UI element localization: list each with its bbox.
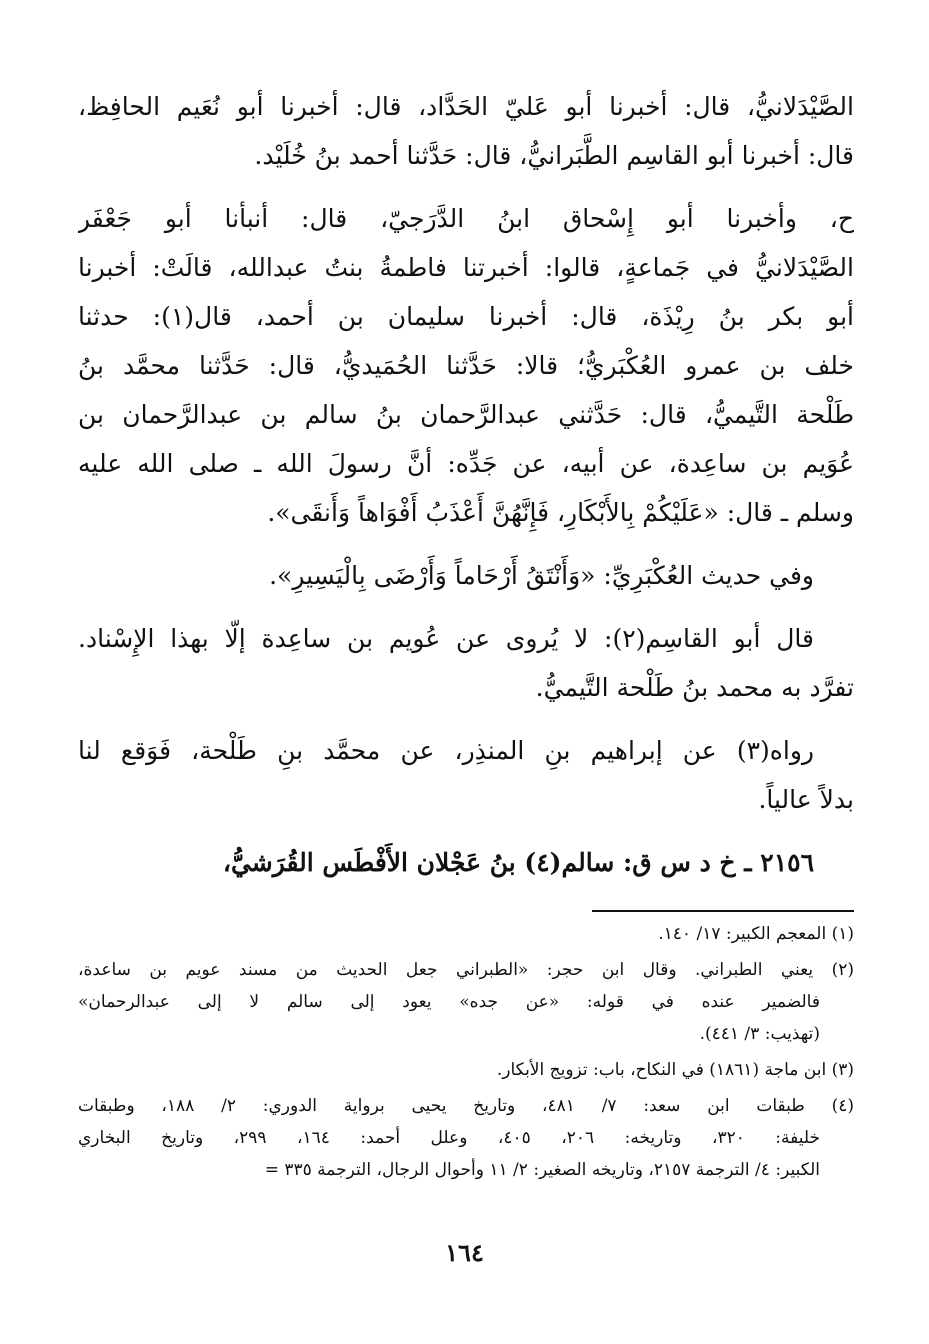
footnote [78, 1090, 854, 1186]
footnote [78, 918, 854, 950]
footnote-line: (٤) طبقات ابن سعد: ٧/ ٤٨١، وتاريخ يحيى برواية الدوري: ٢/ ١٨٨، وطبقات [78, 1096, 854, 1116]
paragraph [78, 194, 854, 537]
entry-heading [78, 838, 854, 887]
text-line: أبو بكر بنُ رِيْذَة، قال: أخبرنا سليمان بن أحمد، قال(١): حدثنا [78, 302, 854, 331]
text-line: وسلم ـ قال: «عَلَيْكُمْ بِالأَبْكَارِ، فَإِنَّهُنَّ أَعْذَبُ أَفْوَاهاً وَأَنقَى». [267, 498, 854, 527]
page-number: ١٦٤ [445, 1238, 484, 1267]
footnote-line: (تهذيب: ٣/ ٤٤١). [699, 1024, 820, 1044]
text-line: خلف بن عمرو العُكْبَريُّ؛ قالا: حَدَّثنا الحُمَيديُّ، قال: حَدَّثنا محمَّد بنُ [78, 351, 854, 380]
text-line: ٢١٥٦ ـ خ د س ق: سالم(٤) بنُ عَجْلان الأَفْطَس القُرَشيُّ، [222, 848, 814, 877]
footnote-line: (٣) ابن ماجة (١٨٦١) في النكاح، باب: تزويج الأبكار. [496, 1060, 854, 1080]
text-line: الصَّيْدَلانيُّ في جَماعةٍ، قالوا: أخبرتنا فاطمةُ بنتُ عبدالله، قالَتْ: أخبرنا [78, 253, 854, 282]
text-line: طَلْحة التَّيميُّ، قال: حَدَّثني عبدالرَّحمان بنُ سالم بن عبدالرَّحمان بن [78, 400, 854, 429]
text-line: عُوَيم بن ساعِدة، عن أبيه، عن جَدِّه: أنَّ رسولَ الله ـ صلى الله عليه [78, 449, 854, 478]
text-line: قال: أخبرنا أبو القاسِم الطَّبَرانيُّ، قال: حَدَّثنا أحمد بنُ خُلَيْد. [254, 141, 854, 170]
footnote-line: فالضمير عنده في قوله: «عن جده» يعود إلى سالم لا إلى عبدالرحمان» [78, 992, 820, 1012]
paragraph [78, 551, 854, 600]
main-text [78, 82, 854, 901]
text-line: رواه(٣) عن إبراهيم بنِ المنذِر، عن محمَّد بنِ طَلْحة، فَوَقع لنا [78, 736, 814, 765]
text-line: الصَّيْدَلانيُّ، قال: أخبرنا أبو عَليّ الحَدَّاد، قال: أخبرنا أبو نُعَيم الحافِظ، [78, 92, 854, 121]
footnote-line: الكبير: ٤/ الترجمة ٢١٥٧، وتاريخه الصغير: ٢/ ١١ وأحوال الرجال، الترجمة ٣٣٥ = [264, 1160, 820, 1180]
footnote-line: (٢) يعني الطبراني. وقال ابن حجر: «الطبراني جعل الحديث من مسند عويم بن ساعدة، [78, 960, 854, 980]
text-line: ح، وأخبرنا أبو إِسْحاق ابنُ الدَّرَجيّ، قال: أنبأنا أبو جَعْفَر [78, 204, 854, 233]
footnote [78, 954, 854, 1050]
footnote-divider [592, 910, 854, 912]
paragraph [78, 82, 854, 180]
footnote-line: خليفة: ٣٢٠، وتاريخه: ٢٠٦، ٤٠٥، وعلل أحمد: ١٦٤، ٢٩٩، وتاريخ البخاري [78, 1128, 821, 1148]
text-line: قال أبو القاسِم(٢): لا يُروى عن عُويم بن ساعِدة إلّا بهذا الإِسْناد. [78, 624, 814, 653]
text-line: وفي حديث العُكْبَرِيِّ: «وَأَنْتَقُ أَرْحَاماً وَأَرْضَى بِالْيَسِيرِ». [269, 561, 814, 590]
footnote [78, 1054, 854, 1086]
paragraph [78, 726, 854, 824]
footnotes [78, 918, 854, 1190]
footnote-line: (١) المعجم الكبير: ١٧/ ١٤٠. [658, 924, 854, 944]
text-line: بدلاً عالياً. [758, 785, 854, 814]
paragraph [78, 614, 854, 712]
text-line: تفرَّد به محمد بنُ طَلْحة التَّيميُّ. [535, 673, 854, 702]
